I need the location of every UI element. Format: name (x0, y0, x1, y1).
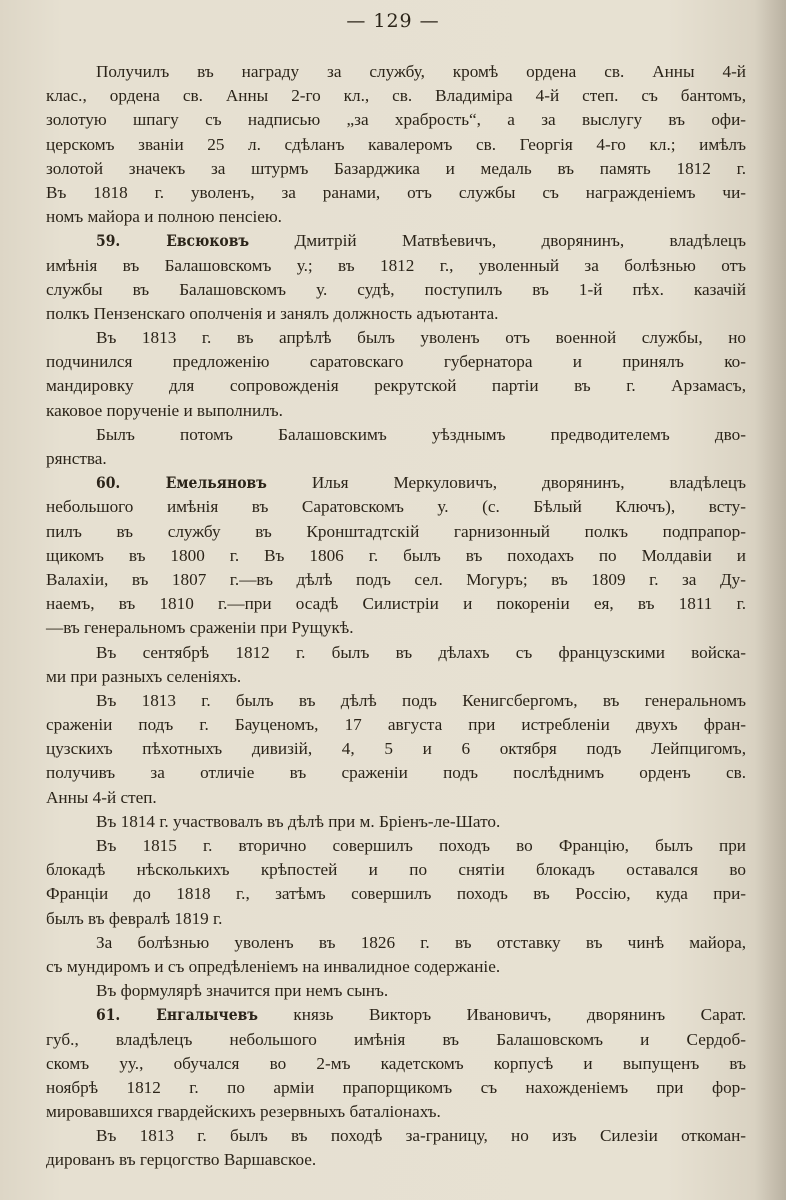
text-line: получивъ за отличіе въ сраженіи подъ послѣднимъ орденъ св. (46, 763, 746, 783)
text-line: Въ 1815 г. вторично совершилъ походъ во Францію, былъ при (96, 836, 746, 855)
text-line: Былъ потомъ Балашовскимъ уѣзднымъ предводителемъ дво- (96, 424, 746, 444)
document-body (46, 60, 746, 1173)
text-line (46, 229, 746, 253)
page-number: — 129 — (346, 10, 440, 32)
entry-heading (96, 1005, 258, 1024)
text-line: цузскихъ пѣхотныхъ дивизій, 4, 5 и 6 октября подъ Лейпцигомъ, (46, 739, 746, 759)
entry-surname: Енгалычевъ (156, 1005, 258, 1025)
paragraph (46, 931, 746, 979)
paragraph (46, 641, 746, 689)
entry-surname: Евсюковъ (166, 231, 250, 251)
text-line: Въ 1813 г. былъ въ походѣ за-границу, но изъ Силезіи откоман- (96, 1126, 746, 1146)
text-line: церскомъ званіи 25 л. сдѣланъ кавалеромъ св. Георгія 4-го кл.; имѣлъ (46, 134, 746, 154)
text-line: полкъ Пензенскаго ополченія и занялъ должность адъютанта. (46, 303, 499, 323)
paragraph (46, 689, 746, 810)
line-text: князь Викторъ Ивановичъ, дворянинъ Сарат. (293, 1005, 746, 1025)
entry-heading (96, 473, 267, 492)
entry-number: 60. (96, 473, 121, 493)
text-line: имѣнія въ Балашовскомъ у.; въ 1812 г., уволенный за болѣзнью отъ (46, 255, 746, 275)
entry-number: 59. (96, 231, 121, 251)
paragraph (46, 423, 746, 471)
text-line: золотой значекъ за штурмъ Базарджика и медаль въ память 1812 г. (46, 158, 746, 178)
paragraph (46, 810, 746, 834)
text-line: —въ генеральномъ сраженіи при Рущукѣ. (46, 618, 354, 638)
text-line (46, 1003, 746, 1027)
text-line: губ., владѣлецъ небольшого имѣнія въ Балашовскомъ и Сердоб- (46, 1029, 746, 1049)
text-line: Въ 1813 г. былъ въ дѣлѣ подъ Кенигсбергомъ, въ генеральномъ (96, 690, 746, 710)
text-line: ноябрѣ 1812 г. по арміи прапорщикомъ съ нахожденіемъ при фор- (46, 1077, 746, 1097)
text-line: Франціи до 1818 г., затѣмъ совершилъ походъ въ Россію, куда при- (46, 884, 746, 904)
text-line: Валахіи, въ 1807 г.—въ дѣлѣ подъ сел. Могуръ; въ 1809 г. за Ду- (46, 569, 746, 589)
entry-paragraph (46, 471, 746, 640)
entry-surname: Емельяновъ (165, 473, 267, 493)
text-line: ми при разныхъ селеніяхъ. (46, 666, 242, 686)
text-line: номъ майора и полною пенсіею. (46, 207, 282, 227)
text-line: Въ 1813 г. въ апрѣлѣ былъ уволенъ отъ военной службы, но (96, 328, 746, 348)
text-line: Въ 1818 г. уволенъ, за ранами, отъ службы съ награжденіемъ чи- (46, 182, 746, 202)
text-line: скомъ уу., обучался во 2-мъ кадетскомъ корпусѣ и выпущенъ въ (46, 1053, 746, 1073)
text-line: золотую шпагу съ надписью „за храбрость“, а за выслугу въ офи- (46, 110, 746, 130)
text-line: наемъ, въ 1810 г.—при осадѣ Силистріи и покореніи ея, въ 1811 г. (46, 594, 746, 614)
entry-paragraph (46, 1003, 746, 1124)
entry-heading (96, 231, 249, 250)
entry-number: 61. (96, 1005, 121, 1025)
text-line: мандировку для сопровожденія рекрутской партіи въ г. Арзамасъ, (46, 376, 746, 396)
paragraph (46, 979, 746, 1003)
text-line: сраженіи подъ г. Бауценомъ, 17 августа при истребленіи двухъ фран- (46, 715, 746, 735)
text-line: дированъ въ герцогство Варшавское. (46, 1150, 317, 1170)
paragraph (46, 326, 746, 423)
paragraph (46, 1124, 746, 1172)
text-line: Получилъ въ награду за службу, кромѣ ордена св. Анны 4-й (96, 62, 746, 81)
paragraph (46, 60, 746, 229)
text-line: рянства. (46, 449, 107, 468)
text-line: былъ въ февралѣ 1819 г. (46, 908, 223, 928)
text-line: Въ сентябрѣ 1812 г. былъ въ дѣлахъ съ французскими войска- (96, 642, 746, 662)
text-line: службы въ Балашовскомъ у. судѣ, поступилъ въ 1-й пѣх. казачій (46, 279, 746, 299)
text-line: Анны 4-й степ. (46, 787, 157, 807)
text-line: подчинился предложенію саратовскаго губернатора и принялъ ко- (46, 352, 746, 372)
text-line: щикомъ въ 1800 г. Въ 1806 г. былъ въ походахъ по Молдавіи и (46, 545, 746, 565)
line-text: Илья Меркуловичъ, дворянинъ, владѣлецъ (311, 473, 746, 493)
text-line: Въ 1814 г. участвовалъ въ дѣлѣ при м. Бріенъ-ле-Шато. (96, 811, 501, 831)
text-line: каковое порученіе и выполнилъ. (46, 400, 283, 420)
line-text: Дмитрій Матвѣевичъ, дворянинъ, владѣлецъ (294, 231, 747, 251)
text-line (46, 471, 746, 495)
text-line: мировавшихся гвардейскихъ резервныхъ баталіонахъ. (46, 1102, 441, 1122)
text-line: За болѣзнью уволенъ въ 1826 г. въ отставку въ чинѣ майора, (96, 932, 746, 952)
text-line: съ мундиромъ и съ опредѣленіемъ на инвалидное содержаніе. (46, 956, 501, 976)
text-line: пилъ въ службу въ Кронштадтскій гарнизонный полкъ подпрапор- (46, 521, 746, 541)
text-line: небольшого имѣнія въ Саратовскомъ у. (с. Бѣлый Ключъ), всту- (46, 497, 746, 517)
text-line: блокадѣ нѣсколькихъ крѣпостей и по снятіи блокадъ оставался во (46, 860, 746, 880)
entry-paragraph (46, 229, 746, 326)
text-line: клас., ордена св. Анны 2-го кл., св. Владиміра 4-й степ. съ бантомъ, (46, 86, 746, 106)
text-line: Въ формулярѣ значится при немъ сынъ. (96, 981, 389, 1001)
paragraph (46, 834, 746, 931)
